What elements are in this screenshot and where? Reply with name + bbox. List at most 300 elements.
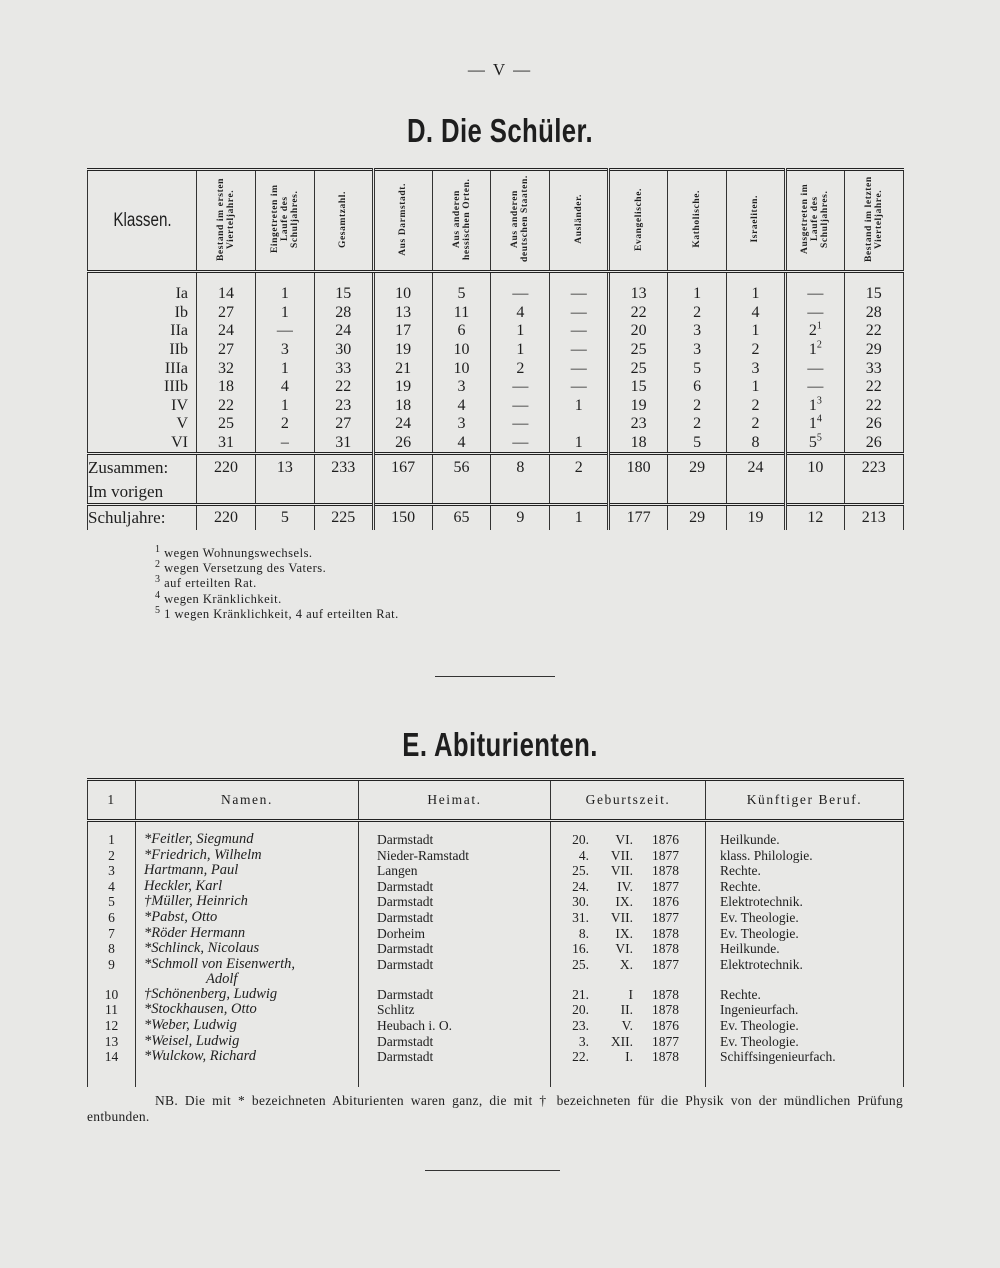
birth-year: 1876 [652, 832, 679, 847]
summary-cell: 8 [491, 454, 550, 482]
birth-date [551, 957, 706, 987]
table-row [88, 1002, 904, 1018]
cell-value: 1 [280, 396, 289, 414]
table-cell [432, 415, 491, 434]
column-header [314, 170, 373, 272]
table-cell [844, 341, 903, 360]
table-cell [844, 434, 903, 454]
cell-value: 5 [808, 434, 817, 452]
graduate-name [136, 957, 359, 987]
cell-value: 4 [280, 378, 289, 396]
cell-value: 33 [865, 359, 882, 377]
future-profession: Rechte. [706, 879, 904, 895]
table-row [88, 341, 904, 360]
birth-day: 21. [572, 986, 589, 1002]
graduate-name [136, 910, 359, 926]
footnote-nb: NB. Die mit * bezeichneten Abiturienten waren ganz, die mit † bezeichneten für die Physik von der mündlichen Prüfung entbunden. [87, 1093, 903, 1124]
birth-day: 24. [572, 878, 589, 894]
column-header-label: Gesamtzahl. [338, 190, 349, 248]
column-header-label: Aus anderen hessischen Orten. [451, 178, 472, 260]
cell-value: 4 [457, 396, 466, 414]
summary-cell: 220 [197, 505, 256, 531]
birth-month: VI. [615, 832, 633, 847]
table-cell [727, 397, 786, 416]
cell-value: 1 [280, 359, 289, 377]
row-number: 12 [88, 1018, 136, 1034]
cell-value: — [512, 415, 529, 433]
footnote-text: wegen Versetzung des Vaters. [164, 561, 327, 576]
footnotes [155, 543, 399, 622]
table-cell [727, 415, 786, 434]
table-cell [373, 272, 432, 304]
row-number: 13 [88, 1034, 136, 1050]
table-row [88, 434, 904, 454]
birth-day: 4. [578, 847, 589, 863]
cell-value: 4 [751, 303, 760, 321]
birth-month: XII. [610, 1033, 633, 1049]
footnote-text: wegen Wohnungswechsels. [164, 546, 313, 560]
table-cell [314, 378, 373, 397]
birth-month: VII. [610, 863, 633, 879]
cell-value: 3 [280, 341, 289, 359]
cell-value: 3 [693, 322, 702, 340]
cell-value: 3 [693, 341, 702, 359]
future-profession: Ev. Theologie. [706, 910, 904, 926]
column-header [432, 170, 491, 272]
row-number: 10 [88, 987, 136, 1003]
cell-value: 28 [865, 303, 882, 321]
summary-cell: 56 [432, 454, 491, 482]
cell-value: 30 [335, 341, 352, 359]
table-cell [550, 272, 609, 304]
birth-month: IX. [615, 925, 633, 941]
graduate-name [136, 894, 359, 910]
table-cell [255, 322, 314, 341]
table-cell [668, 304, 727, 323]
summary-cell: 13 [255, 454, 314, 482]
summary-cell [550, 481, 609, 505]
graduate-name [136, 1002, 359, 1018]
table-row [88, 359, 904, 378]
column-header [550, 170, 609, 272]
table-cell [668, 359, 727, 378]
cell-value: 32 [217, 359, 234, 377]
hometown: Darmstadt [359, 910, 551, 926]
table-cell [609, 415, 668, 434]
header-num: 1 [88, 780, 136, 821]
cell-value: 24 [395, 415, 412, 433]
hometown: Darmstadt [359, 957, 551, 987]
cell-value: 3 [457, 378, 466, 396]
birth-date [551, 879, 706, 895]
table-cell [785, 397, 844, 416]
table-cell [609, 272, 668, 304]
summary-cell: 1 [550, 505, 609, 531]
table-cell [550, 304, 609, 323]
table-cell [727, 434, 786, 454]
table-row [88, 378, 904, 397]
summary-cell: 24 [727, 454, 786, 482]
table-cell [255, 359, 314, 378]
cell-value: — [512, 285, 529, 303]
header-geburtszeit: Geburtszeit. [551, 780, 706, 821]
table-cell [373, 322, 432, 341]
row-number: 8 [88, 941, 136, 957]
cell-value: 2 [751, 341, 760, 359]
table-cell [785, 272, 844, 304]
cell-value: 1 [693, 285, 702, 303]
footnote-mark: 3 [155, 574, 161, 586]
table-cell [197, 397, 256, 416]
row-number: 6 [88, 910, 136, 926]
table-cell [844, 397, 903, 416]
row-number: 1 [88, 821, 136, 848]
table-cell [668, 322, 727, 341]
birth-year: 1877 [652, 956, 679, 972]
summary-cell [668, 481, 727, 505]
cell-value: 15 [335, 285, 352, 303]
cell-value: — [570, 378, 587, 396]
table-cell [491, 304, 550, 323]
cell-value: 13 [395, 303, 412, 321]
table-cell [432, 397, 491, 416]
cell-value: 20 [630, 322, 647, 340]
hometown: Nieder-Ramstadt [359, 848, 551, 864]
table-cell [785, 322, 844, 341]
table-cell [432, 359, 491, 378]
footnote-marker: 4 [816, 414, 822, 426]
cell-value: 22 [217, 396, 234, 414]
summary-cell: 213 [844, 505, 903, 531]
table-row [88, 863, 904, 879]
table-cell [197, 341, 256, 360]
row-number: 11 [88, 1002, 136, 1018]
table-cell [550, 341, 609, 360]
summary-cell: 225 [314, 505, 373, 531]
table-cell [197, 359, 256, 378]
summary-cell: 2 [550, 454, 609, 482]
students-table [87, 168, 904, 530]
birth-date [551, 863, 706, 879]
graduates-table-header [88, 780, 904, 821]
summary-cell [727, 481, 786, 505]
cell-value: — [807, 285, 824, 303]
birth-day: 30. [572, 894, 589, 910]
class-label: IV [88, 397, 197, 416]
summary-cell: 180 [609, 454, 668, 482]
table-cell [255, 304, 314, 323]
table-cell [727, 322, 786, 341]
footnote-marker: 5 [816, 432, 822, 444]
future-profession: Schiffsingenieurfach. [706, 1049, 904, 1087]
table-cell [255, 378, 314, 397]
cell-value: — [570, 322, 587, 340]
class-label: V [88, 415, 197, 434]
table-cell [491, 434, 550, 454]
end-rule [425, 1170, 560, 1171]
cell-value: 11 [453, 303, 470, 321]
cell-value: 1 [574, 396, 583, 414]
table-cell [550, 322, 609, 341]
future-profession: Rechte. [706, 863, 904, 879]
birth-date [551, 987, 706, 1003]
footnote [155, 576, 399, 591]
row-number: 7 [88, 926, 136, 942]
future-profession: Ingenieurfach. [706, 1002, 904, 1018]
future-profession: Heilkunde. [706, 821, 904, 848]
table-row [88, 879, 904, 895]
table-cell [550, 378, 609, 397]
footnote-text: wegen Kränklichkeit. [164, 591, 282, 606]
table-cell [844, 378, 903, 397]
cell-value: 5 [693, 359, 702, 377]
birth-year: 1878 [652, 1049, 679, 1065]
table-cell [197, 272, 256, 304]
footnote-marker: 1 [816, 321, 822, 333]
cell-value: 26 [395, 434, 412, 452]
column-header-label: Aus Darmstadt. [398, 182, 409, 256]
cell-value: 1 [516, 322, 525, 340]
table-cell [844, 322, 903, 341]
future-profession: Elektrotechnik. [706, 957, 904, 987]
column-header-label: Evangelische. [633, 187, 644, 251]
table-cell [609, 434, 668, 454]
cell-value: 1 [516, 341, 525, 359]
table-cell [432, 434, 491, 454]
hometown: Dorheim [359, 926, 551, 942]
cell-value: 4 [457, 434, 466, 452]
column-header-label: Ausländer. [573, 194, 584, 244]
column-header-label: Israeliten. [750, 195, 761, 243]
birth-year: 1877 [652, 909, 679, 925]
cell-value: — [570, 359, 587, 377]
table-row [88, 957, 904, 987]
table-cell [844, 304, 903, 323]
cell-value: — [512, 378, 529, 396]
table-row [88, 926, 904, 942]
column-header [785, 170, 844, 272]
table-cell [432, 378, 491, 397]
row-number: 3 [88, 863, 136, 879]
separator-rule [435, 676, 555, 677]
birth-date [551, 910, 706, 926]
summary-cell [491, 481, 550, 505]
cell-value: 2 [808, 322, 817, 340]
cell-value: 15 [865, 285, 882, 303]
column-header [844, 170, 903, 272]
cell-value: 6 [457, 322, 466, 340]
table-row [88, 304, 904, 323]
table-cell [727, 359, 786, 378]
footnote-mark: 5 [155, 604, 161, 616]
birth-day: 16. [572, 941, 589, 957]
cell-value: 25 [217, 415, 234, 433]
graduate-name [136, 987, 359, 1003]
row-number: 2 [88, 848, 136, 864]
summary-cell [373, 481, 432, 505]
table-cell [314, 272, 373, 304]
birth-date [551, 926, 706, 942]
class-label: Ib [88, 304, 197, 323]
cell-value: 4 [516, 303, 525, 321]
cell-value: — [807, 359, 824, 377]
name-text: †Schönenberg, Ludwig [144, 985, 278, 1002]
cell-value: 5 [693, 434, 702, 452]
cell-value: 21 [395, 359, 412, 377]
cell-value: 26 [865, 415, 882, 433]
name-text: *Röder Hermann [144, 924, 246, 941]
name-text: *Wulckow, Richard [144, 1048, 256, 1065]
table-cell [255, 415, 314, 434]
cell-value: 1 [280, 303, 289, 321]
table-cell [197, 378, 256, 397]
table-cell [491, 272, 550, 304]
graduate-name [136, 1018, 359, 1034]
cell-value: 13 [630, 285, 647, 303]
birth-month: IV. [617, 878, 633, 894]
table-cell [609, 341, 668, 360]
class-label: Ia [88, 272, 197, 304]
table-cell [727, 341, 786, 360]
summary-cell: 29 [668, 454, 727, 482]
table-cell [609, 304, 668, 323]
table-cell [609, 322, 668, 341]
table-cell [785, 359, 844, 378]
hometown: Schlitz [359, 1002, 551, 1018]
summary-cell: 29 [668, 505, 727, 531]
cell-value: 3 [751, 359, 760, 377]
birth-month: IX. [615, 894, 633, 910]
graduate-name [136, 863, 359, 879]
table-row [88, 322, 904, 341]
cell-value: 22 [865, 322, 882, 340]
graduates-table [87, 778, 904, 1087]
hometown: Darmstadt [359, 1034, 551, 1050]
footnote [155, 561, 399, 576]
table-cell [314, 341, 373, 360]
birth-month: I. [625, 1049, 633, 1065]
table-cell [432, 322, 491, 341]
summary-cell: 12 [785, 505, 844, 531]
name-text: *Friedrich, Wilhelm [144, 846, 262, 863]
table-cell [844, 415, 903, 434]
hometown: Langen [359, 863, 551, 879]
birth-date [551, 1034, 706, 1050]
summary-cell: 220 [197, 454, 256, 482]
table-cell [197, 304, 256, 323]
summary-label: Im vorigen [88, 481, 197, 505]
cell-value: 1 [574, 434, 583, 452]
graduate-name [136, 1034, 359, 1050]
footnote-mark: 2 [155, 559, 161, 571]
footnote-marker: 3 [816, 395, 822, 407]
future-profession: Ev. Theologie. [706, 1034, 904, 1050]
cell-value: 5 [457, 285, 466, 303]
table-cell [727, 272, 786, 304]
summary-cell [314, 481, 373, 505]
cell-value: 22 [865, 396, 882, 414]
column-header [609, 170, 668, 272]
table-row [88, 397, 904, 416]
birth-year: 1876 [652, 1017, 679, 1033]
row-number: 9 [88, 957, 136, 987]
cell-value: 26 [865, 434, 882, 452]
cell-value: 19 [395, 341, 412, 359]
row-number: 4 [88, 879, 136, 895]
row-number: 5 [88, 894, 136, 910]
table-cell [373, 359, 432, 378]
cell-value: 31 [335, 434, 352, 452]
table-cell [491, 397, 550, 416]
table-cell [550, 397, 609, 416]
table-row [88, 1018, 904, 1034]
footnote [155, 589, 399, 607]
table-cell [491, 359, 550, 378]
cell-value: 22 [630, 303, 647, 321]
table-cell [373, 378, 432, 397]
graduate-name [136, 848, 359, 864]
cell-value: – [280, 434, 289, 452]
header-namen: Namen. [136, 780, 359, 821]
table-row [88, 941, 904, 957]
header-beruf: Künftiger Beruf. [706, 780, 904, 821]
future-profession: Ev. Theologie. [706, 1018, 904, 1034]
birth-date [551, 1018, 706, 1034]
future-profession: Ev. Theologie. [706, 926, 904, 942]
cell-value: 2 [751, 415, 760, 433]
column-header-label: Katholische. [692, 190, 703, 248]
graduate-name [136, 926, 359, 942]
name-text: *Weisel, Ludwig [144, 1032, 240, 1049]
birth-date [551, 821, 706, 848]
future-profession: klass. Philologie. [706, 848, 904, 864]
summary-label: Schuljahre: [88, 505, 197, 531]
cell-value: 25 [630, 359, 647, 377]
table-cell [197, 415, 256, 434]
cell-value: 27 [217, 341, 234, 359]
summary-cell [785, 481, 844, 505]
birth-month: VII. [610, 847, 633, 863]
cell-value: 10 [453, 359, 470, 377]
name-text: *Schlinck, Nicolaus [144, 940, 260, 957]
cell-value: 2 [516, 359, 525, 377]
table-cell [255, 272, 314, 304]
class-label: IIIa [88, 359, 197, 378]
table-row [88, 1049, 904, 1087]
table-cell [255, 341, 314, 360]
cell-value: 24 [335, 322, 352, 340]
cell-value: 23 [630, 415, 647, 433]
birth-year: 1877 [652, 847, 679, 863]
table-row [88, 910, 904, 926]
graduate-name [136, 879, 359, 895]
summary-row [88, 481, 904, 505]
students-table-header [88, 170, 904, 272]
summary-cell: 19 [727, 505, 786, 531]
column-header [255, 170, 314, 272]
table-cell [373, 415, 432, 434]
name-text: †Müller, Heinrich [144, 893, 248, 910]
name-text: Heckler, Karl [144, 877, 223, 894]
summary-cell: 150 [373, 505, 432, 531]
cell-value: — [570, 303, 587, 321]
summary-cell: 223 [844, 454, 903, 482]
column-header-label: Aus anderen deutschen Staaten. [510, 175, 531, 263]
summary-cell [844, 481, 903, 505]
footnote-mark: 1 [155, 543, 161, 555]
table-cell [550, 434, 609, 454]
table-cell [255, 434, 314, 454]
